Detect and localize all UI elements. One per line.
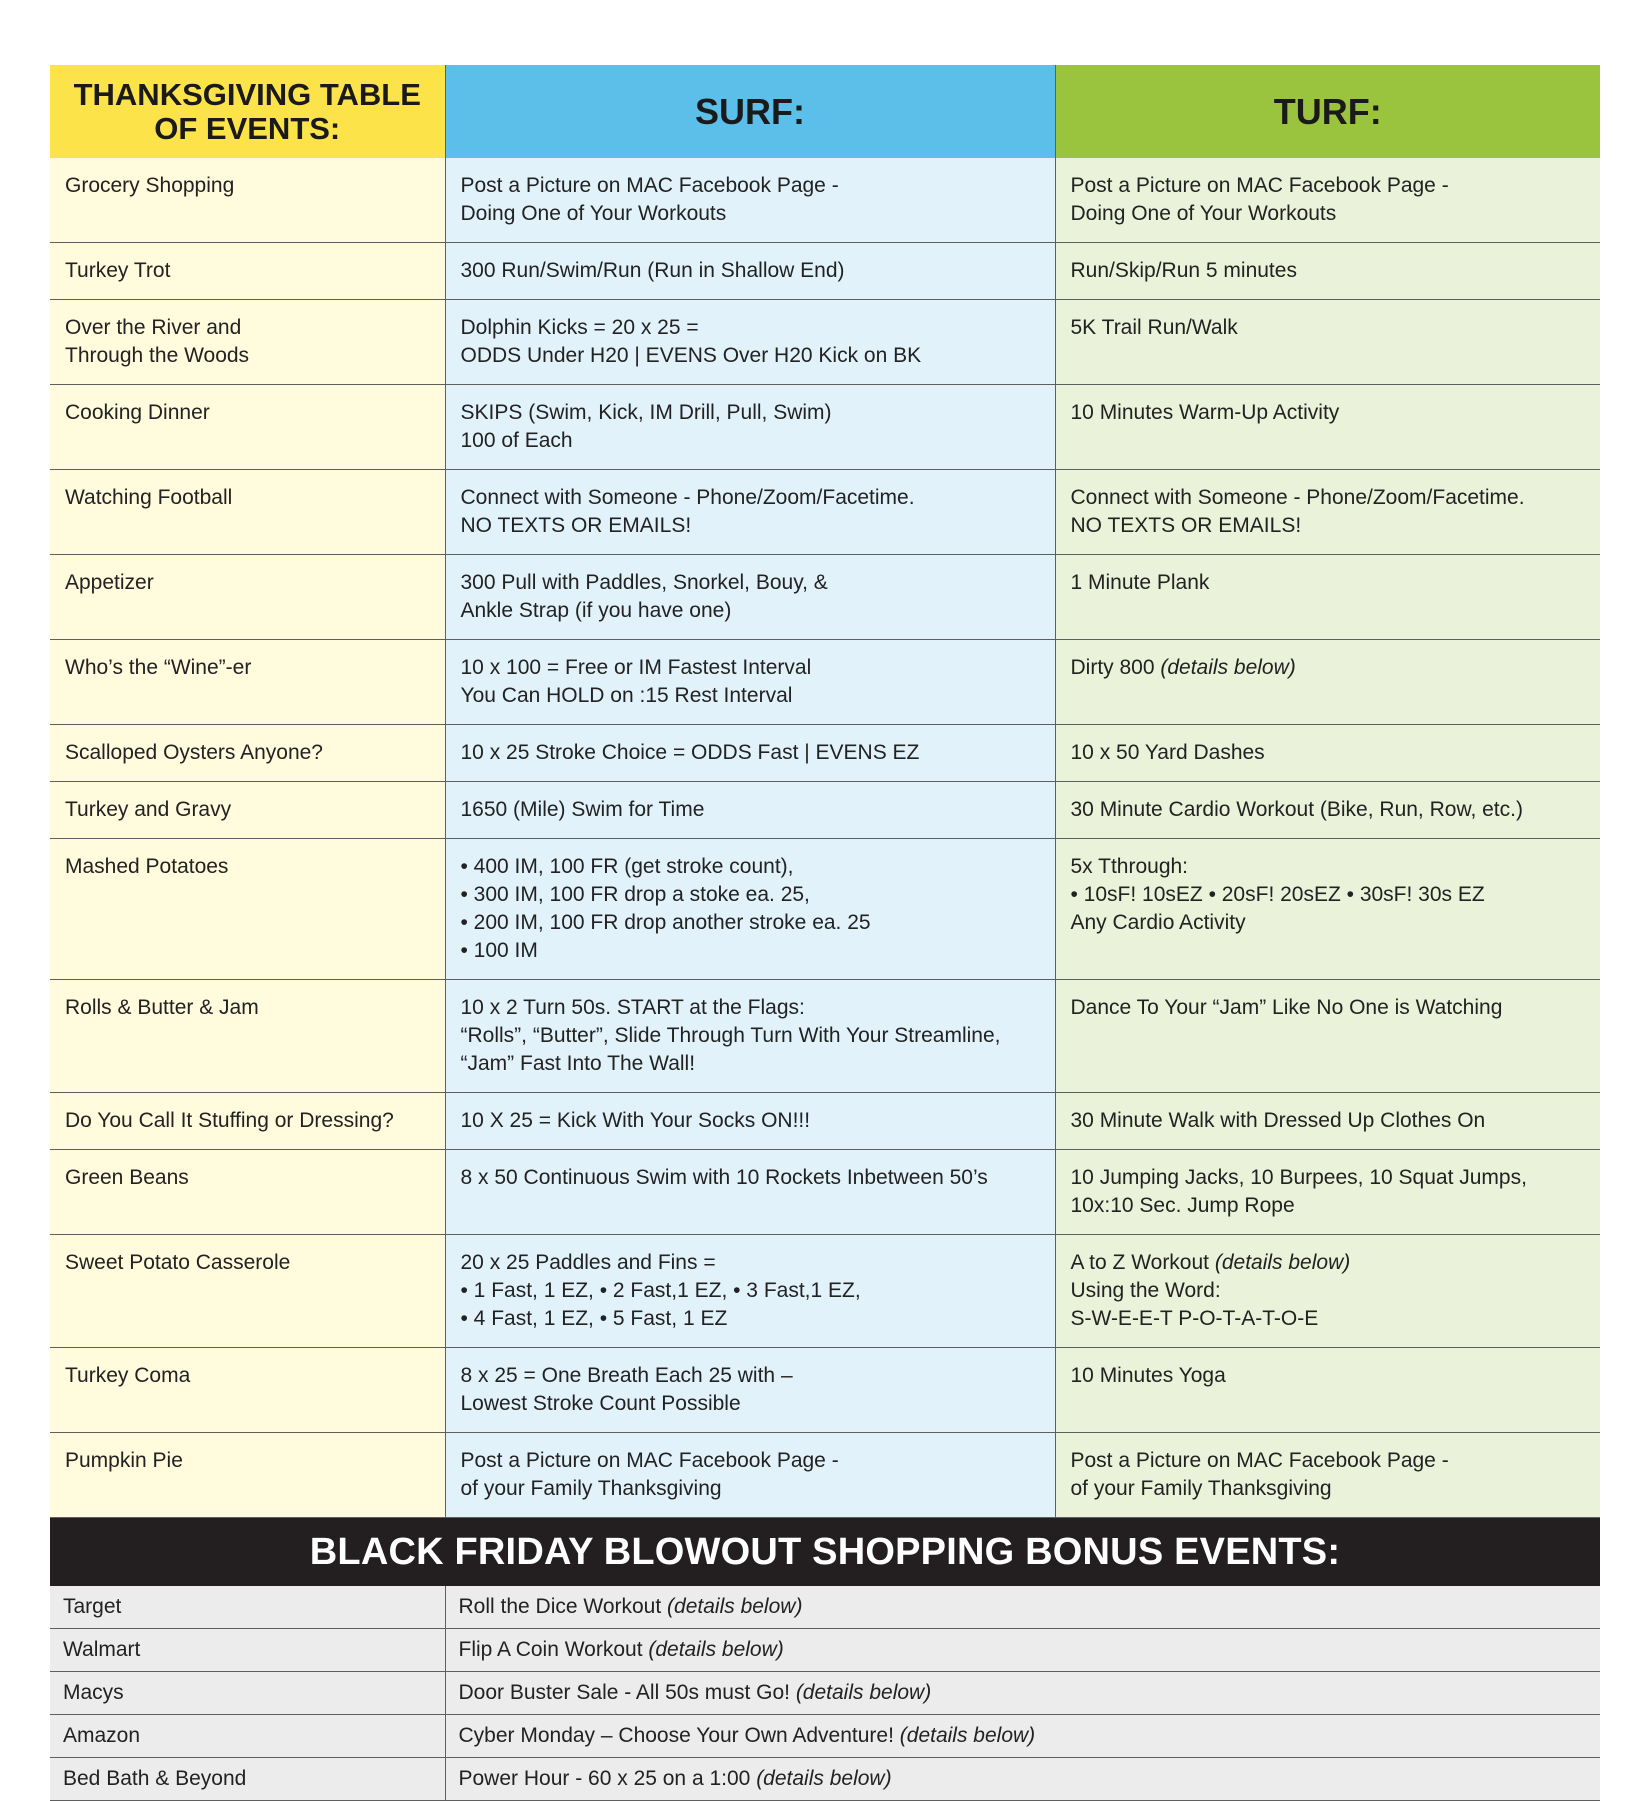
- thanksgiving-events-table: [50, 65, 1600, 1518]
- events-sheet: [50, 65, 1600, 1801]
- details-note: (details below): [899, 1724, 1036, 1747]
- turf-cell: 10 Minutes Warm-Up Activity: [1055, 385, 1600, 470]
- turf-cell: 5K Trail Run/Walk: [1055, 300, 1600, 385]
- turf-cell: 10 x 50 Yard Dashes: [1055, 725, 1600, 782]
- table-row: [50, 243, 1600, 300]
- turf-cell: Run/Skip/Run 5 minutes: [1055, 243, 1600, 300]
- event-cell: Turkey Coma: [50, 1348, 445, 1433]
- bonus-events-table: [50, 1586, 1600, 1801]
- event-column-header: THANKSGIVING TABLE OF EVENTS:: [50, 65, 445, 158]
- turf-cell: 10 Minutes Yoga: [1055, 1348, 1600, 1433]
- events-table-body: [50, 158, 1600, 1518]
- store-cell: Bed Bath & Beyond: [50, 1758, 445, 1801]
- turf-cell: Post a Picture on MAC Facebook Page - of your Family Thanksgiving: [1055, 1433, 1600, 1518]
- turf-text: A to Z Workout: [1070, 1251, 1209, 1274]
- surf-cell: 10 x 100 = Free or IM Fastest Interval You Can HOLD on :15 Rest Interval: [445, 640, 1055, 725]
- surf-cell: 10 x 25 Stroke Choice = ODDS Fast | EVENS EZ: [445, 725, 1055, 782]
- turf-column-header: TURF:: [1055, 65, 1600, 158]
- event-cell: Watching Football: [50, 470, 445, 555]
- event-cell: Mashed Potatoes: [50, 839, 445, 980]
- event-cell: Appetizer: [50, 555, 445, 640]
- details-note: (details below): [1160, 656, 1296, 679]
- bonus-row: [50, 1672, 1600, 1715]
- table-row: [50, 385, 1600, 470]
- table-row: [50, 300, 1600, 385]
- event-cell: Over the River and Through the Woods: [50, 300, 445, 385]
- bonus-event-cell: [445, 1715, 1600, 1758]
- table-row: [50, 725, 1600, 782]
- turf-cell: Post a Picture on MAC Facebook Page - Doing One of Your Workouts: [1055, 158, 1600, 243]
- surf-cell: Connect with Someone - Phone/Zoom/Facetime. NO TEXTS OR EMAILS!: [445, 470, 1055, 555]
- surf-cell: 300 Run/Swim/Run (Run in Shallow End): [445, 243, 1055, 300]
- details-note: (details below): [795, 1681, 932, 1704]
- event-cell: Sweet Potato Casserole: [50, 1235, 445, 1348]
- table-row: [50, 980, 1600, 1093]
- turf-cell: 10 Jumping Jacks, 10 Burpees, 10 Squat Jumps, 10x:10 Sec. Jump Rope: [1055, 1150, 1600, 1235]
- store-cell: Amazon: [50, 1715, 445, 1758]
- surf-cell: Post a Picture on MAC Facebook Page - of your Family Thanksgiving: [445, 1433, 1055, 1518]
- table-row: [50, 555, 1600, 640]
- surf-cell: 10 X 25 = Kick With Your Socks ON!!!: [445, 1093, 1055, 1150]
- surf-cell: SKIPS (Swim, Kick, IM Drill, Pull, Swim) 100 of Each: [445, 385, 1055, 470]
- turf-cell: 1 Minute Plank: [1055, 555, 1600, 640]
- bonus-row: [50, 1629, 1600, 1672]
- table-row: [50, 1093, 1600, 1150]
- turf-text-continued: Using the Word: S-W-E-E-T P-O-T-A-T-O-E: [1070, 1279, 1319, 1330]
- event-cell: Turkey Trot: [50, 243, 445, 300]
- surf-cell: 10 x 2 Turn 50s. START at the Flags: “Rolls”, “Butter”, Slide Through Turn With Your Streamline, “Jam” Fast Into The Wall!: [445, 980, 1055, 1093]
- surf-cell: 1650 (Mile) Swim for Time: [445, 782, 1055, 839]
- table-row: [50, 1433, 1600, 1518]
- surf-cell: 8 x 50 Continuous Swim with 10 Rockets Inbetween 50’s: [445, 1150, 1055, 1235]
- store-cell: Walmart: [50, 1629, 445, 1672]
- bonus-table-body: [50, 1586, 1600, 1801]
- bonus-row: [50, 1758, 1600, 1801]
- event-cell: Do You Call It Stuffing or Dressing?: [50, 1093, 445, 1150]
- table-row: [50, 782, 1600, 839]
- turf-cell: 30 Minute Cardio Workout (Bike, Run, Row, etc.): [1055, 782, 1600, 839]
- event-cell: Green Beans: [50, 1150, 445, 1235]
- turf-cell: 5x Tthrough: • 10sF! 10sEZ • 20sF! 20sEZ • 30sF! 30s EZ Any Cardio Activity: [1055, 839, 1600, 980]
- table-row: [50, 640, 1600, 725]
- table-row: [50, 839, 1600, 980]
- event-cell: Rolls & Butter & Jam: [50, 980, 445, 1093]
- bonus-event-text: Roll the Dice Workout: [458, 1595, 662, 1618]
- bonus-event-cell: [445, 1586, 1600, 1629]
- bonus-event-text: Cyber Monday – Choose Your Own Adventure!: [458, 1724, 894, 1747]
- turf-cell: [1055, 640, 1600, 725]
- bonus-event-text: Flip A Coin Workout: [458, 1638, 643, 1661]
- details-note: (details below): [648, 1638, 784, 1661]
- table-row: [50, 1235, 1600, 1348]
- event-cell: Turkey and Gravy: [50, 782, 445, 839]
- details-note: (details below): [667, 1595, 803, 1618]
- bonus-row: [50, 1715, 1600, 1758]
- table-row: [50, 1348, 1600, 1433]
- table-header-row: [50, 65, 1600, 158]
- store-cell: Macys: [50, 1672, 445, 1715]
- bonus-event-cell: [445, 1758, 1600, 1801]
- event-cell: Scalloped Oysters Anyone?: [50, 725, 445, 782]
- bonus-row: [50, 1586, 1600, 1629]
- surf-cell: 8 x 25 = One Breath Each 25 with – Lowest Stroke Count Possible: [445, 1348, 1055, 1433]
- turf-cell: [1055, 1235, 1600, 1348]
- turf-cell: Connect with Someone - Phone/Zoom/Facetime. NO TEXTS OR EMAILS!: [1055, 470, 1600, 555]
- surf-cell: • 400 IM, 100 FR (get stroke count), • 300 IM, 100 FR drop a stoke ea. 25, • 200 IM, 100 FR drop another stroke ea. 25 • 100 IM: [445, 839, 1055, 980]
- table-row: [50, 470, 1600, 555]
- surf-cell: 300 Pull with Paddles, Snorkel, Bouy, & Ankle Strap (if you have one): [445, 555, 1055, 640]
- surf-cell: Dolphin Kicks = 20 x 25 = ODDS Under H20 | EVENS Over H20 Kick on BK: [445, 300, 1055, 385]
- event-cell: Who’s the “Wine”-er: [50, 640, 445, 725]
- black-friday-banner: BLACK FRIDAY BLOWOUT SHOPPING BONUS EVENTS:: [50, 1518, 1600, 1586]
- store-cell: Target: [50, 1586, 445, 1629]
- table-row: [50, 158, 1600, 243]
- details-note: (details below): [1214, 1251, 1351, 1274]
- bonus-event-cell: [445, 1629, 1600, 1672]
- table-row: [50, 1150, 1600, 1235]
- surf-column-header: SURF:: [445, 65, 1055, 158]
- turf-text: Dirty 800: [1070, 656, 1155, 679]
- bonus-event-cell: [445, 1672, 1600, 1715]
- event-cell: Pumpkin Pie: [50, 1433, 445, 1518]
- turf-cell: 30 Minute Walk with Dressed Up Clothes On: [1055, 1093, 1600, 1150]
- details-note: (details below): [756, 1767, 892, 1790]
- surf-cell: 20 x 25 Paddles and Fins = • 1 Fast, 1 EZ, • 2 Fast,1 EZ, • 3 Fast,1 EZ, • 4 Fast, 1 EZ, • 5 Fast, 1 EZ: [445, 1235, 1055, 1348]
- event-cell: Grocery Shopping: [50, 158, 445, 243]
- bonus-event-text: Door Buster Sale - All 50s must Go!: [458, 1681, 790, 1704]
- event-cell: Cooking Dinner: [50, 385, 445, 470]
- turf-cell: Dance To Your “Jam” Like No One is Watching: [1055, 980, 1600, 1093]
- surf-cell: Post a Picture on MAC Facebook Page - Doing One of Your Workouts: [445, 158, 1055, 243]
- bonus-event-text: Power Hour - 60 x 25 on a 1:00: [458, 1767, 751, 1790]
